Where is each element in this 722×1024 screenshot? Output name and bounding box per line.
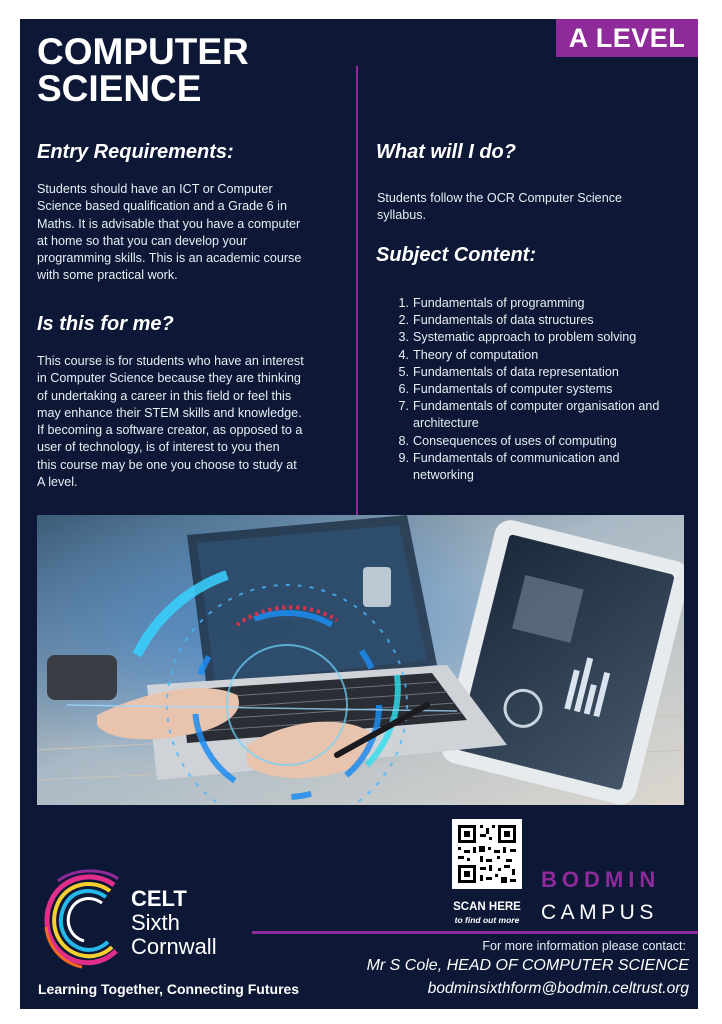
forme-line: this course may be one you choose to study at bbox=[37, 457, 297, 472]
whatdo-line: syllabus. bbox=[377, 208, 426, 223]
item-text: Fundamentals of data representation bbox=[413, 364, 619, 379]
list-item bbox=[386, 433, 686, 450]
whatdo-line: Students follow the OCR Computer Science bbox=[377, 191, 622, 205]
entry-line: Students should have an ICT or Computer bbox=[37, 182, 273, 196]
entry-line: programming skills. This is an academic course bbox=[37, 251, 302, 266]
title-line-2: SCIENCE bbox=[37, 68, 202, 109]
celt-logo bbox=[36, 867, 136, 971]
item-text: Consequences of uses of computing bbox=[413, 433, 617, 448]
subject-content-heading: Subject Content: bbox=[376, 244, 536, 266]
forme-line: in Computer Science because they are thinking bbox=[37, 371, 301, 386]
item-text: Fundamentals of computer systems bbox=[413, 382, 613, 397]
forme-line: of undertaking a career in this field or feel this bbox=[37, 388, 292, 403]
list-item bbox=[386, 398, 686, 432]
entry-line: with some practical work. bbox=[37, 268, 178, 283]
column-divider bbox=[356, 66, 358, 515]
what-will-i-do-heading: What will I do? bbox=[376, 141, 516, 163]
laptop-photo bbox=[37, 515, 684, 805]
item-text-line: networking bbox=[413, 468, 474, 483]
celt-logo-icon bbox=[36, 867, 136, 971]
contact-email[interactable]: bodminsixthform@bodmin.celtrust.org bbox=[427, 980, 689, 997]
campus-label: CAMPUS bbox=[541, 901, 658, 924]
item-number: 8. bbox=[398, 433, 409, 448]
item-text bbox=[413, 450, 620, 484]
logo-line-2: Sixth bbox=[131, 910, 180, 935]
title-line-1: COMPUTER bbox=[37, 31, 249, 72]
list-item bbox=[386, 347, 686, 364]
item-number: 4. bbox=[398, 347, 409, 362]
contact-divider bbox=[252, 931, 698, 934]
item-text-line: Fundamentals of communication and bbox=[413, 450, 620, 465]
item-text: Fundamentals of programming bbox=[413, 296, 585, 310]
list-item bbox=[386, 364, 686, 381]
list-item bbox=[386, 381, 686, 398]
item-text-line: architecture bbox=[413, 416, 479, 431]
item-text: Theory of computation bbox=[413, 347, 539, 362]
forme-line: This course is for students who have an interest bbox=[37, 354, 304, 368]
item-text bbox=[413, 398, 659, 432]
item-number: 1. bbox=[398, 296, 409, 310]
a-level-badge: A LEVEL bbox=[556, 19, 698, 57]
scan-here-label: SCAN HERE bbox=[453, 901, 521, 913]
page-title bbox=[37, 33, 337, 107]
scan-caption bbox=[440, 901, 534, 925]
list-item bbox=[386, 450, 686, 484]
entry-line: Science based qualification and a Grade 6 in bbox=[37, 199, 287, 214]
list-item bbox=[386, 295, 686, 312]
forme-line: A level. bbox=[37, 475, 78, 490]
item-text-line: Fundamentals of computer organisation and bbox=[413, 399, 660, 414]
flyer bbox=[20, 19, 698, 1009]
laptop-illustration bbox=[37, 515, 684, 805]
forme-line: If becoming a software creator, as opposed to a bbox=[37, 423, 303, 438]
entry-line: at home so that you can develop your bbox=[37, 233, 248, 248]
tagline: Learning Together, Connecting Futures bbox=[38, 981, 300, 997]
logo-line-3: Cornwall bbox=[131, 934, 217, 959]
item-text: Fundamentals of data structures bbox=[413, 313, 594, 328]
item-number: 7. bbox=[398, 399, 409, 414]
is-this-for-me-text bbox=[37, 353, 347, 491]
qr-code-icon bbox=[452, 819, 522, 889]
item-number: 5. bbox=[398, 364, 409, 379]
list-item bbox=[386, 312, 686, 329]
subject-content-list bbox=[386, 295, 686, 484]
what-will-i-do-text bbox=[377, 190, 677, 225]
scan-sub-label: to find out more bbox=[454, 915, 520, 925]
qr-code[interactable] bbox=[452, 819, 522, 889]
logo-wordmark bbox=[131, 887, 217, 959]
entry-line: Maths. It is advisable that you have a computer bbox=[37, 216, 301, 231]
is-this-for-me-heading: Is this for me? bbox=[37, 313, 174, 335]
item-text: Systematic approach to problem solving bbox=[413, 330, 637, 345]
contact-name: Mr S Cole, HEAD OF COMPUTER SCIENCE bbox=[366, 957, 689, 974]
item-number: 6. bbox=[398, 382, 409, 397]
item-number: 2. bbox=[398, 313, 409, 328]
forme-line: user of technology, is of interest to you then bbox=[37, 440, 280, 455]
campus-name: BODMIN bbox=[541, 867, 661, 892]
contact-lead: For more information please contact: bbox=[482, 939, 686, 953]
list-item bbox=[386, 329, 686, 346]
entry-requirements-heading: Entry Requirements: bbox=[37, 141, 234, 163]
item-number: 3. bbox=[398, 330, 409, 345]
logo-line-1: CELT bbox=[131, 886, 187, 911]
entry-requirements-text bbox=[37, 181, 337, 285]
item-number: 9. bbox=[398, 450, 409, 465]
forme-line: may enhance their STEM skills and knowledge. bbox=[37, 405, 302, 420]
